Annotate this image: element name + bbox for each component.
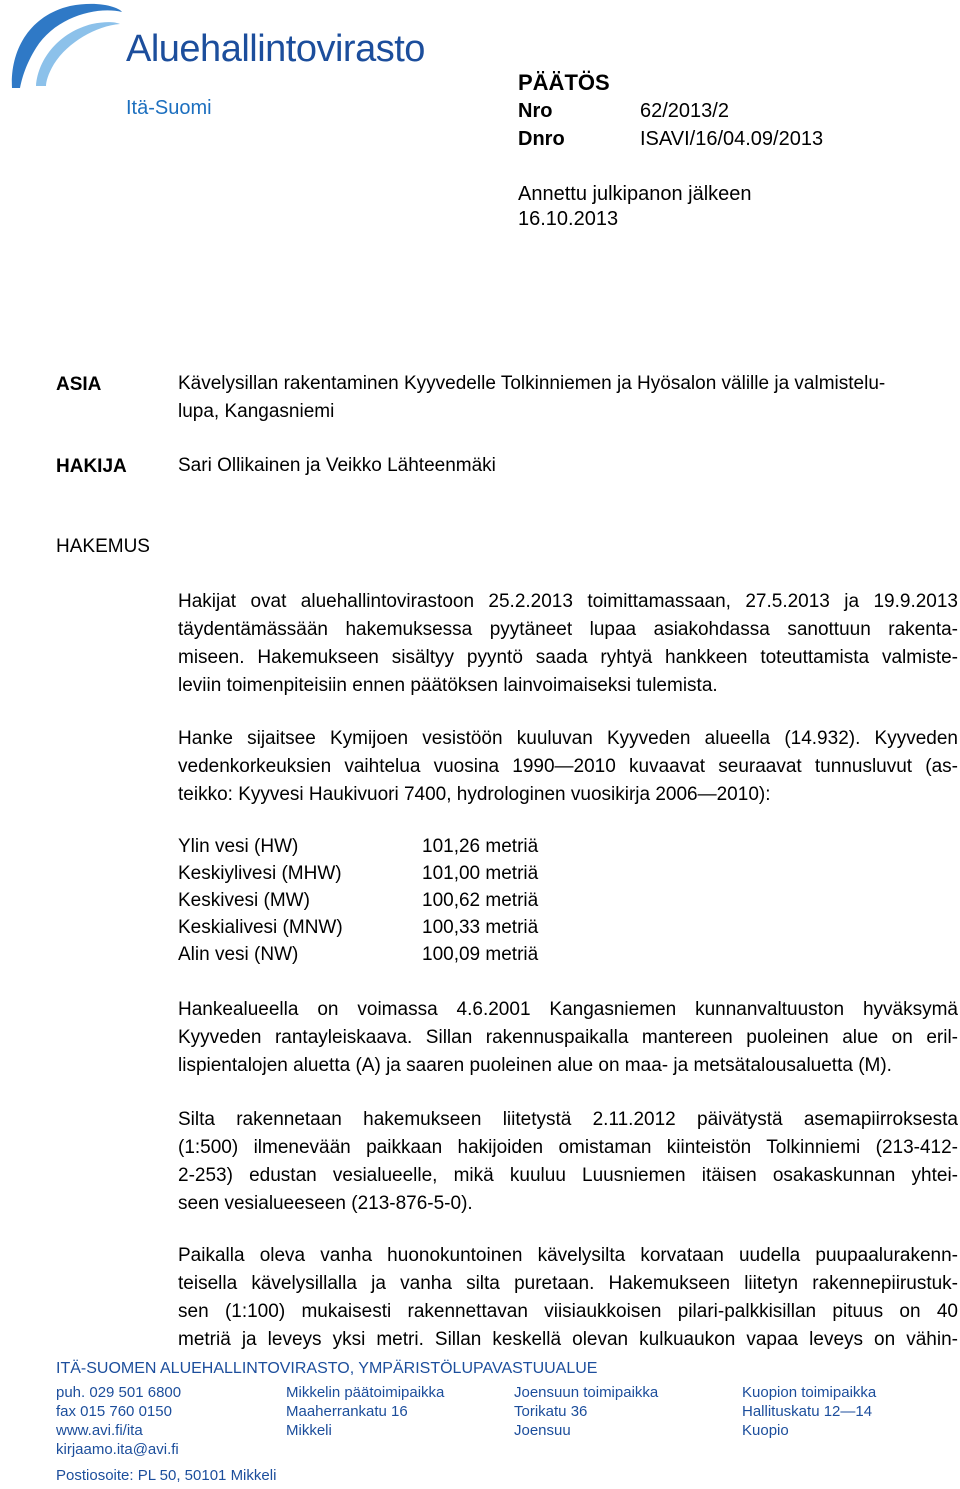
footer-postal-address: Postiosoite: PL 50, 50101 Mikkeli	[56, 1467, 277, 1484]
footer-office-joensuu-street: Torikatu 36	[514, 1403, 588, 1420]
asia-line: lupa, Kangasniemi	[178, 401, 335, 422]
paragraph-line: 2-253) edustan vesialueelle, mikä kuuluu Luusniemen itäisen osakaskunnan yhtei-	[178, 1165, 958, 1186]
nro-value: 62/2013/2	[640, 100, 729, 122]
footer-office-kuopio-title: Kuopion toimipaikka	[742, 1384, 877, 1401]
water-level-value: 101,00 metriä	[422, 863, 539, 884]
paragraph-line: metriä ja leveys yksi metri. Sillan keskellä olevan kulkuaukon vapaa leveys on vähin-	[178, 1329, 958, 1350]
water-level-label: Alin vesi (NW)	[178, 944, 299, 965]
paragraph-line: vedenkorkeuksien vaihtelua vuosina 1990—2010 kuvaavat seuraavat tunnusluvut (as-	[178, 756, 958, 777]
hakemus-paragraph-5	[178, 1242, 958, 1354]
paragraph-line: Hakijat ovat aluehallintovirastoon 25.2.2013 toimittamassaan, 27.5.2013 ja 19.9.2013	[178, 591, 958, 612]
hakemus-paragraph-4	[178, 1106, 958, 1218]
footer-office-joensuu-city: Joensuu	[514, 1422, 571, 1439]
footer-organization: ITÄ-SUOMEN ALUEHALLINTOVIRASTO, YMPÄRISTÖLUPAVASTUUALUE	[56, 1360, 598, 1377]
hakemus-paragraph-2	[178, 725, 958, 809]
water-level-label: Keskialivesi (MNW)	[178, 917, 343, 938]
paragraph-line: täydentämässään hakemuksessa pyytäneet lupaa asiakohdassa sanottuun rakenta-	[178, 619, 958, 640]
paragraph-line: sen (1:100) mukaisesti rakennettavan viisiaukkoisen pilari-palkkisillan pituus on 40	[178, 1301, 958, 1322]
published-line-1: Annettu julkipanon jälkeen	[518, 183, 752, 205]
paragraph-line: Hanke sijaitsee Kymijoen vesistöön kuuluvan Kyyveden alueella (14.932). Kyyveden	[178, 728, 958, 749]
footer-office-kuopio-street: Hallituskatu 12—14	[742, 1403, 873, 1420]
paragraph-line: teisella kävelysillalla ja vanha silta puretaan. Hakemukseen liitetyn rakennepiirustuk-	[178, 1273, 958, 1294]
asia-line: Kävelysillan rakentaminen Kyyvedelle Tolkinniemen ja Hyösalon välille ja valmistelu-	[178, 373, 886, 394]
hakemus-label: HAKEMUS	[56, 536, 150, 557]
hakija-name: Sari Ollikainen ja Veikko Lähteenmäki	[178, 455, 496, 476]
water-level-label: Ylin vesi (HW)	[178, 836, 299, 857]
asia-label: ASIA	[56, 374, 102, 395]
paragraph-line: lispientalojen aluetta (A) ja saaren puoleinen alue on maa- ja metsätalousaluetta (M).	[178, 1055, 892, 1076]
footer-office-mikkeli-city: Mikkeli	[286, 1422, 332, 1439]
footer-office-kuopio-city: Kuopio	[742, 1422, 789, 1439]
hakija-value	[178, 452, 958, 480]
hakemus-paragraph-3	[178, 996, 958, 1080]
hakija-label: HAKIJA	[56, 456, 127, 477]
water-level-value: 100,62 metriä	[422, 890, 539, 911]
footer-office-mikkeli-street: Maaherrankatu 16	[286, 1403, 408, 1420]
document-type: PÄÄTÖS	[518, 70, 610, 95]
water-level-label: Keskiylivesi (MHW)	[178, 863, 342, 884]
paragraph-line: miseen. Hakemukseen sisältyy pyyntö saada ryhtyä hankkeen toteuttamista valmiste-	[178, 647, 958, 668]
footer-fax: fax 015 760 0150	[56, 1403, 172, 1420]
paragraph-line: Kyyveden rantayleiskaava. Sillan rakennuspaikalla mantereen puoleinen alue on eril-	[178, 1027, 958, 1048]
region-label: Itä-Suomi	[126, 97, 212, 119]
footer-phone: puh. 029 501 6800	[56, 1384, 182, 1401]
logo-text: Aluehallintovirasto	[126, 28, 425, 70]
footer-email-link[interactable]: kirjaamo.ita@avi.fi	[56, 1441, 179, 1458]
published-line-2: 16.10.2013	[518, 208, 619, 230]
dnro-label: Dnro	[518, 128, 565, 150]
water-level-value: 100,09 metriä	[422, 944, 539, 965]
paragraph-line: (1:500) ilmenevään paikkaan hakijoiden omistaman kiinteistön Tolkinniemi (213-412-	[178, 1137, 958, 1158]
paragraph-line: teikko: Kyyvesi Haukivuori 7400, hydrologinen vuosikirja 2006—2010):	[178, 784, 771, 805]
water-level-value: 100,33 metriä	[422, 917, 539, 938]
dnro-value: ISAVI/16/04.09/2013	[640, 128, 824, 150]
paragraph-line: Hankealueella on voimassa 4.6.2001 Kangasniemen kunnanvaltuuston hyväksymä	[178, 999, 958, 1020]
footer-office-joensuu-title: Joensuun toimipaikka	[514, 1384, 659, 1401]
hakemus-paragraph-1	[178, 588, 958, 700]
footer-website-link[interactable]: www.avi.fi/ita	[56, 1422, 143, 1439]
avi-logo-swoosh-icon	[8, 2, 128, 90]
water-level-value: 101,26 metriä	[422, 836, 539, 857]
nro-label: Nro	[518, 100, 553, 122]
paragraph-line: leviin toimenpiteisiin ennen päätöksen lainvoimaiseksi tulemista.	[178, 675, 718, 696]
asia-text	[178, 370, 958, 426]
paragraph-line: seen vesialueeseen (213-876-5-0).	[178, 1193, 473, 1214]
paragraph-line: Silta rakennetaan hakemukseen liitetystä 2.11.2012 päivätystä asemapiirroksesta	[178, 1109, 958, 1130]
paragraph-line: Paikalla oleva vanha huonokuntoinen kävelysilta korvataan uudella puupaalurakenn-	[178, 1245, 958, 1266]
footer-office-mikkeli-title: Mikkelin päätoimipaikka	[286, 1384, 445, 1401]
water-level-label: Keskivesi (MW)	[178, 890, 310, 911]
